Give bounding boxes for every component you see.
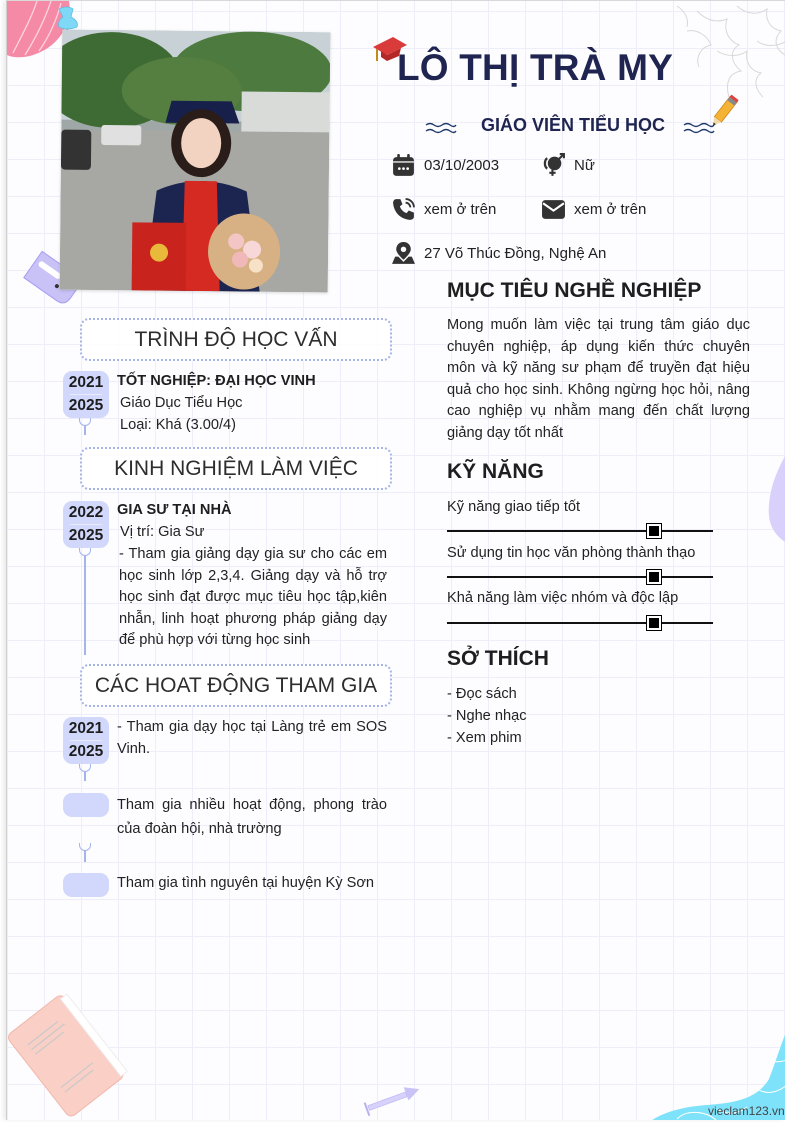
candidate-name: LÔ THỊ TRÀ MY [397, 47, 673, 88]
education-major: Giáo Dục Tiểu Học [120, 395, 243, 411]
experience-position: Vị trí: Gia Sư [120, 524, 205, 540]
hobby-item: - Đọc sách [447, 686, 517, 702]
timeline-line [84, 850, 86, 862]
job-title: GIÁO VIÊN TIỂU HỌC [481, 115, 666, 135]
objective-heading: MỤC TIÊU NGHỀ NGHIỆP [447, 279, 702, 302]
phone-icon [391, 197, 416, 222]
year-badge-empty [63, 793, 109, 817]
year-end: 2025 [68, 527, 104, 544]
skill-label: Khả năng làm việc nhóm và độc lập [447, 590, 679, 606]
skill-level-knob [647, 524, 661, 538]
skill-level-knob [647, 570, 661, 584]
cv-page [6, 0, 785, 1120]
activity-text: Tham gia nhiều hoạt động, phong trào của đoàn hội, nhà trường [117, 797, 387, 837]
year-start: 2022 [68, 504, 104, 521]
experience-title: GIA SƯ TẠI NHÀ [117, 502, 232, 518]
purple-blob-decoration [765, 439, 785, 549]
skill-level-bar [447, 530, 713, 532]
hobbies-list [447, 683, 527, 749]
leaves-decoration [667, 1, 785, 101]
hobby-item: - Xem phim [447, 730, 522, 746]
location-icon [391, 241, 416, 266]
experience-description: - Tham gia giảng dạy gia sư cho các em học sinh lớp 2,3,4. Giảng dạy và hỗ trợ học sinh đạt được mục tiêu học tập,kiên nhẫn, linh hoạt phương pháp giảng dạy để phù hợp với từng học sinh [119, 546, 387, 649]
arrow-decoration [357, 1079, 427, 1119]
hobby-item: - Nghe nhạc [447, 708, 527, 724]
year-start: 2021 [68, 374, 104, 391]
objective-text: Mong muốn làm việc tại trung tâm giáo dục chuyên nghiệp, áp dụng kiến thức chuyên môn và kỹ năng sư phạm để truyền đạt hiệu quả cho học sinh. Không ngừng học hỏi, nâng cao nghiệp vụ nhằm mang đến chất lượng giảng dạy tốt nhất [447, 317, 750, 441]
gender-value: Nữ [574, 157, 595, 174]
job-title-row [425, 113, 715, 139]
phone-value: xem ở trên [424, 201, 497, 218]
year-end: 2025 [68, 743, 104, 760]
address-value: 27 Võ Thúc Đồng, Nghệ An [424, 245, 607, 262]
wave-right-icon [683, 121, 715, 135]
activity-text: - Tham gia dạy học tại Làng trẻ em SOS Vinh. [117, 719, 387, 757]
gender-icon [541, 153, 566, 178]
year-badge [63, 717, 109, 764]
phone-item[interactable] [391, 197, 496, 222]
year-badge [63, 501, 109, 548]
watermark: vieclam123.vn [708, 1104, 785, 1118]
year-badge [63, 371, 109, 418]
hobbies-heading: SỞ THÍCH [447, 647, 549, 670]
skill-level-bar [447, 576, 713, 578]
timeline-line [84, 771, 86, 781]
skill-level-knob [647, 616, 661, 630]
book-decoration [7, 981, 137, 1120]
activity-text: Tham gia tình nguyên tại huyện Kỳ Sơn [117, 875, 375, 891]
activities-heading: CÁC HOAT ĐỘNG THAM GIA [80, 664, 392, 707]
year-badge-empty [63, 873, 109, 897]
profile-photo [60, 30, 331, 293]
experience-heading: KINH NGHIỆM LÀM VIỆC [80, 447, 392, 490]
email-value: xem ở trên [574, 201, 647, 218]
birthday-item [391, 153, 499, 178]
skills-heading: KỸ NĂNG [447, 460, 544, 483]
email-item[interactable] [541, 197, 646, 222]
address-item [391, 241, 606, 266]
timeline-line [84, 555, 86, 655]
year-end: 2025 [68, 397, 104, 414]
skill-label: Sử dụng tin học văn phòng thành thạo [447, 545, 696, 561]
education-title: TỐT NGHIỆP: ĐẠI HỌC VINH [117, 373, 316, 389]
year-start: 2021 [68, 720, 104, 737]
gender-item [541, 153, 595, 178]
birthday-value: 03/10/2003 [424, 157, 500, 174]
skill-label: Kỹ năng giao tiếp tốt [447, 499, 581, 515]
timeline-line [84, 425, 86, 435]
education-grade: Loại: Khá (3.00/4) [120, 417, 237, 433]
skill-level-bar [447, 622, 713, 624]
education-heading: TRÌNH ĐỘ HỌC VẤN [80, 318, 392, 361]
calendar-icon [391, 153, 416, 178]
mail-icon [541, 197, 566, 222]
wave-left-icon [425, 121, 457, 135]
